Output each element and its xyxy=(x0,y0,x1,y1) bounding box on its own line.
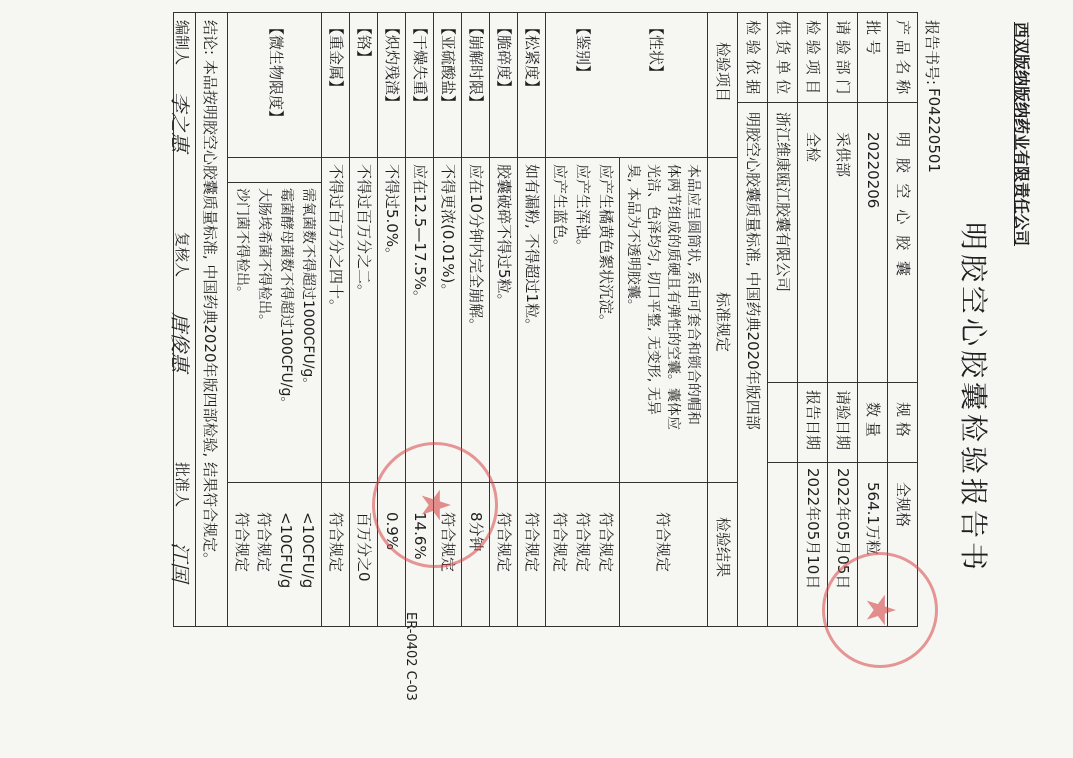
report-date-value: 2022年05月10日 xyxy=(804,468,822,590)
std-micro-1: 需氧菌数不得超过1000CFU/g。 xyxy=(300,188,316,392)
row-item-sulfite: 【亚硫酸盐】 xyxy=(439,20,457,111)
req-date-label: 请验日期 xyxy=(834,390,852,451)
company-name: 西双版纳版纳药业有限责任公司 xyxy=(1012,22,1031,247)
row-item-appearance: 【性状】 xyxy=(647,20,665,81)
std-appearance-3: 光洁、色泽均匀, 切口平整, 无变形, 无异 xyxy=(645,164,661,415)
form-code: ER-0402 C-03 xyxy=(403,612,418,701)
th-result: 检验结果 xyxy=(714,517,732,578)
row-item-residue: 【炽灼残渣】 xyxy=(383,20,401,111)
qty-label: 数 量 xyxy=(864,402,882,437)
std-disintegration: 应在10分钟内完全崩解。 xyxy=(467,164,485,334)
res-disintegration: 8分钟 xyxy=(467,512,485,552)
rotated-report xyxy=(38,12,1038,701)
res-micro-3: 符合规定 xyxy=(255,512,273,573)
res-micro-2: <10CFU/g xyxy=(277,512,295,589)
std-tightness: 如有漏粉, 不得超过1粒。 xyxy=(523,164,541,334)
qc-seal: ★ xyxy=(372,442,498,568)
std-heavy-metals: 不得过百万分之四十。 xyxy=(327,164,345,315)
report-date-label: 报告日期 xyxy=(804,390,822,451)
approver-label: 批准人 xyxy=(173,462,191,508)
std-appearance-1: 本品应呈圆筒状, 系由可套合和锁合的帽和 xyxy=(685,164,701,425)
res-micro-1: <10CFU/g xyxy=(299,512,317,589)
std-friability: 胶囊破碎不得过5粒。 xyxy=(495,164,513,309)
approver-signature: 江国 xyxy=(168,542,192,582)
std-ident-3: 应产生蓝色。 xyxy=(551,164,569,255)
std-appearance-4: 臭, 本品为不透明胶囊。 xyxy=(625,164,641,313)
std-sulfite: 不得更浓(0.01%)。 xyxy=(439,164,457,299)
res-appearance: 符合规定 xyxy=(654,512,672,573)
reviewer-signature: 唐俊惠 xyxy=(168,312,192,372)
item-value: 全检 xyxy=(804,132,822,163)
std-appearance-2: 体两节组成的质硬且有弹性的空囊。囊体应 xyxy=(665,164,681,430)
qty-value: 564.1万粒 xyxy=(864,482,882,555)
res-chromium: 百万分之0 xyxy=(355,512,373,582)
std-loss-on-drying: 应在12.5—17.5%。 xyxy=(411,164,429,306)
row-item-disintegration: 【崩解时限】 xyxy=(467,20,485,111)
std-micro-2: 霉菌酵母菌数不得超过100CFU/g。 xyxy=(278,188,294,411)
row-item-chromium: 【铬】 xyxy=(355,20,373,66)
res-friability: 符合规定 xyxy=(495,512,513,573)
res-residue: 0.9% xyxy=(383,512,401,551)
std-micro-3: 大肠埃希菌不得检出。 xyxy=(256,188,272,328)
th-standard: 标准规定 xyxy=(714,292,732,353)
std-ident-2: 应产生浑浊。 xyxy=(574,164,592,255)
res-ident-2: 符合规定 xyxy=(574,512,592,573)
res-sulfite: 符合规定 xyxy=(439,512,457,573)
row-item-heavy-metals: 【重金属】 xyxy=(327,20,345,96)
editor-signature: 李之惠 xyxy=(168,92,192,152)
product-name: 明 胶 空 心 胶 囊 xyxy=(894,132,912,279)
basis-label: 检 验 依 据 xyxy=(744,20,762,95)
supplier-value: 浙江维康瓯江胶囊有限公司 xyxy=(774,112,792,293)
company-seal: ★ xyxy=(822,552,938,668)
report-title: 明胶空心胶囊检验报告书 xyxy=(957,222,990,575)
product-name-label: 产 品 名 称 xyxy=(894,20,912,95)
res-ident-3: 符合规定 xyxy=(551,512,569,573)
dept-value: 采供部 xyxy=(834,132,852,178)
spec-value: 全规格 xyxy=(894,482,912,528)
reviewer-label: 复核人 xyxy=(173,232,191,278)
std-ident-1: 应产生橘黄色絮状沉淀。 xyxy=(597,164,615,330)
res-tightness: 符合规定 xyxy=(523,512,541,573)
row-item-loss-on-drying: 【干燥失重】 xyxy=(411,20,429,111)
supplier-label: 供 货 单 位 xyxy=(774,20,792,95)
row-item-tightness: 【松紧度】 xyxy=(523,20,541,96)
row-item-microbial: 【微生物限度】 xyxy=(267,20,285,126)
conclusion: 结论: 本品按明胶空心胶囊质量标准, 中国药典2020年版四部检验, 结果符合规定。 xyxy=(201,20,219,568)
editor-label: 编制人 xyxy=(173,20,191,66)
row-item-friability: 【脆碎度】 xyxy=(495,20,513,96)
batch-label: 批 号 xyxy=(864,20,882,55)
req-date-value: 2022年05月05日 xyxy=(834,468,852,590)
std-micro-4: 沙门菌不得检出。 xyxy=(234,188,250,300)
spec-label: 规 格 xyxy=(894,402,912,437)
std-chromium: 不得过百万分之二。 xyxy=(355,164,373,300)
report-no-label: 报告书号: xyxy=(923,20,941,86)
std-residue: 不得过5.0%。 xyxy=(383,164,401,263)
batch-value: 20220206 xyxy=(864,132,882,209)
res-loss-on-drying: 14.6% xyxy=(411,512,429,560)
th-item: 检验项目 xyxy=(714,42,732,103)
report-no: F04220501 xyxy=(925,88,943,173)
row-item-identification: 【鉴别】 xyxy=(574,20,592,81)
basis-value: 明胶空心胶囊质量标准, 中国药典2020年版四部 xyxy=(744,112,762,430)
dept-label: 请 验 部 门 xyxy=(834,20,852,95)
res-micro-4: 符合规定 xyxy=(233,512,251,573)
res-heavy-metals: 符合规定 xyxy=(327,512,345,573)
item-label: 检 验 项 目 xyxy=(804,20,822,95)
res-ident-1: 符合规定 xyxy=(597,512,615,573)
